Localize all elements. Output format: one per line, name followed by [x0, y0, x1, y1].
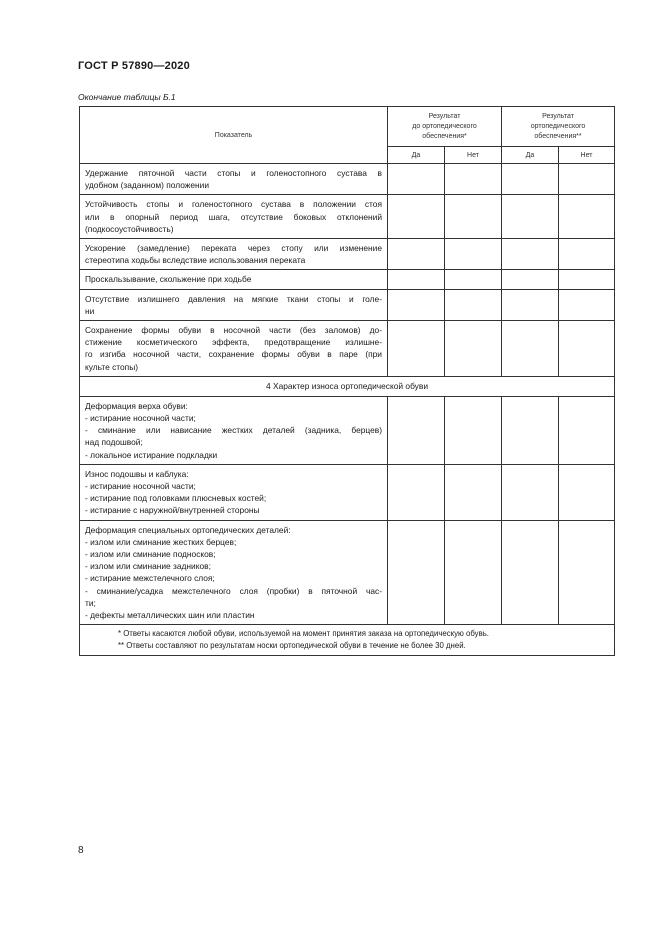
answer-cell — [502, 464, 559, 520]
answer-cell — [559, 396, 615, 464]
column-group-before-line: до ортопедического — [412, 122, 477, 130]
answer-cell — [445, 195, 502, 239]
answer-cell — [559, 289, 615, 320]
footnote: * Ответы касаются любой обуви, используемой на момент принятия заказа на ортопедическую обувь. — [118, 629, 489, 639]
indicator-line: - истирание носочной части; — [85, 413, 196, 424]
answer-cell — [388, 520, 445, 625]
indicator-line: ти; — [85, 597, 96, 608]
answer-cell — [445, 270, 502, 289]
indicator-line: или в опорный период шага, отсутствие боковых отклонений — [85, 211, 382, 222]
column-header-yes: Да — [502, 147, 559, 164]
answer-cell — [445, 239, 502, 270]
answer-cell — [502, 195, 559, 239]
page-number: 8 — [78, 845, 84, 856]
indicator-line: Износ подошвы и каблука: — [85, 468, 189, 479]
indicator-line: Проскальзывание, скольжение при ходьбе — [85, 274, 252, 285]
indicator-line: - дефекты металлических шин или пластин — [85, 610, 255, 621]
indicator-line: культе стопы) — [85, 361, 139, 372]
indicator-line: - локальное истирание подкладки — [85, 449, 218, 460]
footnotes-cell — [80, 625, 615, 656]
indicator-line: Удержание пяточной части стопы и голеностопного сустава в — [85, 168, 382, 178]
indicator-line: стереотипа ходьбы вследствие использования переката — [85, 255, 306, 266]
answer-cell — [502, 270, 559, 289]
column-header-no: Нет — [559, 147, 615, 164]
answer-cell — [388, 164, 445, 195]
answer-cell — [559, 520, 615, 625]
column-group-after-line: Результат — [542, 112, 574, 120]
column-group-before-line: Результат — [428, 112, 461, 120]
answer-cell — [502, 396, 559, 464]
answer-cell — [502, 520, 559, 625]
indicator-line: (подкосоустойчивость) — [85, 223, 174, 234]
column-header-no: Нет — [445, 147, 502, 164]
answer-cell — [559, 195, 615, 239]
answer-cell — [388, 239, 445, 270]
answer-cell — [388, 195, 445, 239]
table-row — [80, 321, 615, 377]
column-group-before — [388, 107, 502, 147]
column-header-yes: Да — [388, 147, 445, 164]
indicator-line: - истирание носочной части; — [85, 481, 196, 492]
indicator-cell — [80, 464, 388, 520]
answer-cell — [445, 164, 502, 195]
indicator-table — [79, 106, 615, 656]
indicator-cell — [80, 289, 388, 320]
indicator-cell — [80, 321, 388, 377]
indicator-line: удобном (заданном) положении — [85, 180, 210, 191]
section-row — [80, 376, 615, 396]
table-row — [80, 396, 615, 464]
answer-cell — [388, 464, 445, 520]
answer-cell — [559, 464, 615, 520]
indicator-line: го изгиба носочной части, сохранение формы обуви в паре (при — [85, 349, 382, 360]
table-row — [80, 239, 615, 270]
answer-cell — [559, 270, 615, 289]
answer-cell — [559, 164, 615, 195]
indicator-line: над подошвой; — [85, 437, 143, 448]
footnote: ** Ответы составляют по результатам носки ортопедической обуви в течение не более 30 дней. — [118, 641, 466, 651]
footnote-row — [80, 625, 615, 656]
answer-cell — [502, 239, 559, 270]
column-group-after-line: обеспечения** — [534, 132, 582, 140]
indicator-line: Деформация специальных ортопедических деталей: — [85, 524, 291, 535]
column-header-indicator: Показатель — [80, 107, 388, 164]
indicator-line: - излом или сминание подносков; — [85, 549, 216, 560]
column-group-before-line: обеспечения* — [422, 132, 467, 140]
answer-cell — [388, 270, 445, 289]
column-group-after-line: ортопедического — [530, 122, 586, 130]
table-row — [80, 289, 615, 320]
answer-cell — [502, 164, 559, 195]
indicator-cell — [80, 239, 388, 270]
table-row — [80, 464, 615, 520]
answer-cell — [388, 289, 445, 320]
indicator-line: - истирание под головками плюсневых костей; — [85, 493, 267, 504]
answer-cell — [388, 396, 445, 464]
table-row — [80, 270, 615, 289]
indicator-line: - излом или сминание жестких берцев; — [85, 536, 237, 547]
indicator-line: ни — [85, 305, 95, 316]
answer-cell — [445, 321, 502, 377]
indicator-line: Сохранение формы обуви в носочной части (без заломов) до- — [85, 325, 382, 336]
table-row — [80, 520, 615, 625]
indicator-line: Отсутствие излишнего давления на мягкие ткани стопы и голе- — [85, 293, 382, 304]
table-row — [80, 164, 615, 195]
table-caption: Окончание таблицы Б.1 — [78, 92, 176, 102]
answer-cell — [445, 396, 502, 464]
answer-cell — [445, 520, 502, 625]
indicator-line: Устойчивость стопы и голеностопного сустава в положении стоя — [85, 199, 382, 210]
answer-cell — [559, 321, 615, 377]
indicator-line: Деформация верха обуви: — [85, 400, 188, 411]
answer-cell — [445, 464, 502, 520]
indicator-line: - сминание/усадка межстелечного слоя (пробки) в пяточной час- — [85, 585, 382, 596]
indicator-cell — [80, 164, 388, 195]
section-title: 4 Характер износа ортопедической обуви — [80, 376, 615, 396]
column-group-after — [502, 107, 615, 147]
indicator-line: стижение косметического эффекта, предотвращение излишне- — [85, 337, 382, 348]
indicator-line: - излом или сминание задников; — [85, 561, 211, 572]
document-title: ГОСТ Р 57890—2020 — [78, 60, 190, 72]
indicator-line: - сминание или нависание жестких деталей (задника, берцев) — [85, 425, 382, 436]
indicator-cell — [80, 396, 388, 464]
indicator-cell — [80, 270, 388, 289]
answer-cell — [559, 239, 615, 270]
indicator-line: - истирание межстелечного слоя; — [85, 573, 215, 584]
answer-cell — [502, 321, 559, 377]
answer-cell — [388, 321, 445, 377]
answer-cell — [502, 289, 559, 320]
indicator-cell — [80, 520, 388, 625]
table-row — [80, 195, 615, 239]
indicator-line: - истирание с наружной/внутренней стороны — [85, 505, 260, 516]
indicator-cell — [80, 195, 388, 239]
indicator-line: Ускорение (замедление) переката через стопу или изменение — [85, 243, 382, 254]
answer-cell — [445, 289, 502, 320]
